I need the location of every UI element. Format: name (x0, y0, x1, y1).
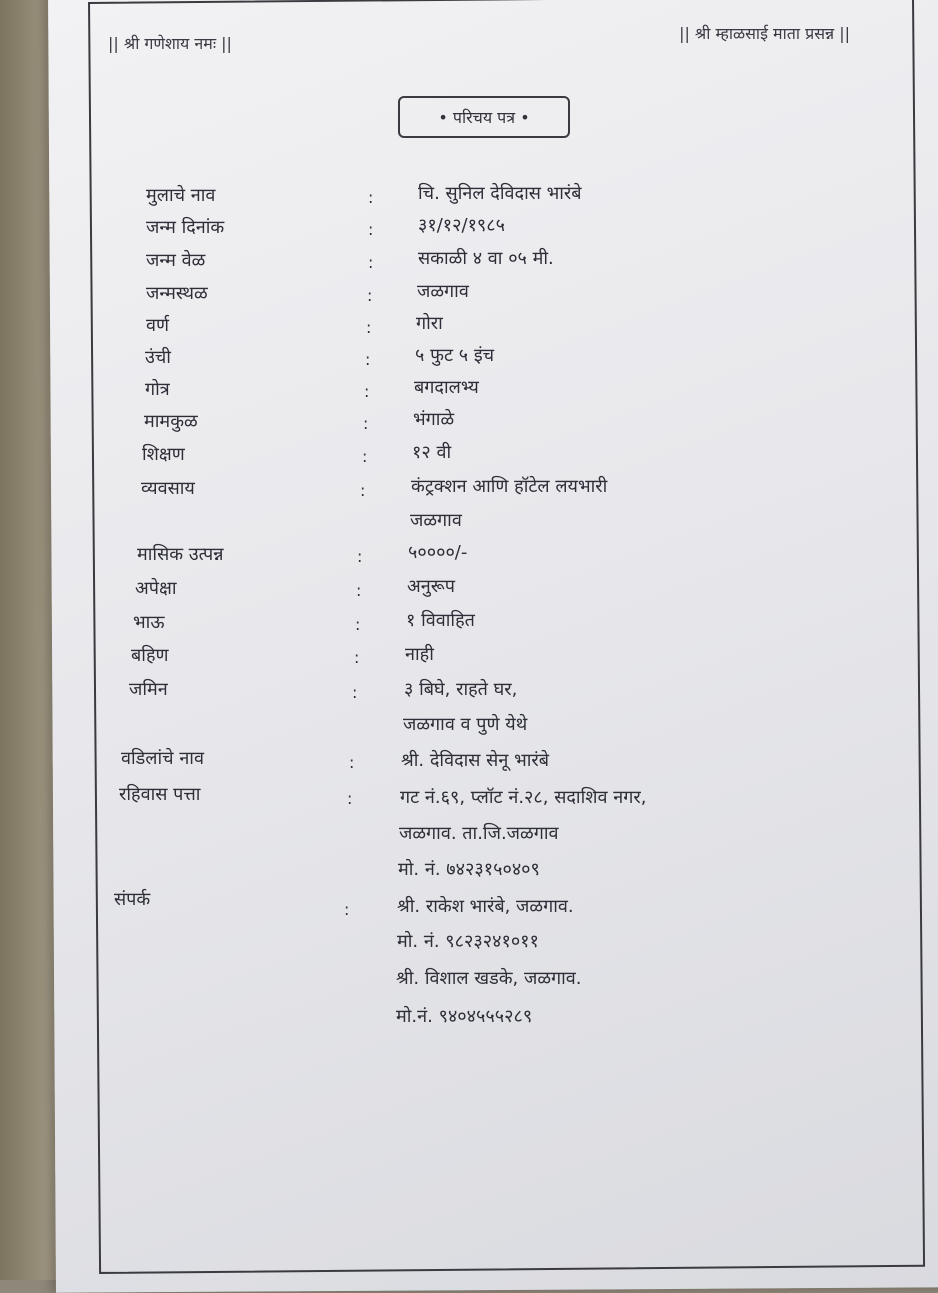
field-label: वडिलांचे नाव (121, 748, 204, 769)
field-label: बहिण (131, 645, 169, 666)
field-separator: : (362, 447, 368, 466)
field-label: जमिन (129, 679, 168, 700)
field-separator: : (366, 318, 372, 337)
field-value-phone: मो. नं. ७४२३१५०४०९ (398, 859, 540, 880)
document-title-text: • परिचय पत्र • (438, 108, 530, 127)
field-value-continued: श्री. विशाल खडके, जळगाव. (396, 968, 582, 989)
field-value-phone: मो. नं. ९८२३२४१०११ (397, 931, 539, 952)
field-separator: : (349, 753, 355, 772)
field-value-phone: मो.नं. ९४०४५५५२८९ (396, 1006, 533, 1027)
field-separator: : (364, 382, 370, 401)
field-label: गोत्र (145, 379, 170, 400)
field-separator: : (347, 789, 353, 808)
field-separator: : (365, 350, 371, 369)
field-separator: : (367, 286, 373, 305)
field-value: जळगाव (417, 281, 469, 302)
field-label: भाऊ (133, 612, 165, 633)
field-value-continued: जळगाव. ता.जि.जळगाव (399, 823, 559, 844)
field-value: ५ फुट ५ इंच (415, 345, 495, 366)
field-separator: : (368, 220, 374, 239)
field-label: मुलाचे नाव (146, 185, 216, 206)
field-separator: : (360, 481, 366, 500)
field-label: संपर्क (114, 889, 151, 910)
field-value: गट नं.६९, प्लॉट नं.२८, सदाशिव नगर, (400, 787, 647, 808)
field-value: कंट्रक्शन आणि हॉटेल लयभारी (411, 476, 608, 497)
field-value: श्री. राकेश भारंबे, जळगाव. (397, 896, 574, 917)
field-value-continued: जळगाव (410, 510, 462, 531)
field-value: बगदालभ्य (414, 377, 479, 398)
field-value: ५००००/- (408, 542, 468, 563)
field-label: उंची (145, 347, 171, 368)
field-separator: : (354, 648, 360, 667)
field-label: जन्म वेळ (146, 250, 206, 271)
field-value: भंगाळे (413, 409, 455, 430)
field-label: मासिक उत्पन्न (137, 544, 224, 565)
field-label: वर्ण (146, 315, 170, 336)
field-separator: : (368, 253, 374, 272)
field-value: चि. सुनिल देविदास भारंबे (418, 183, 582, 204)
field-label: अपेक्षा (135, 578, 177, 599)
field-value: १२ वी (412, 442, 452, 463)
field-value: ३ बिघे, राहते घर, (404, 679, 518, 700)
field-value: १ विवाहित (406, 610, 475, 631)
header-invocation-left: || श्री गणेशाय नमः || (108, 34, 232, 53)
field-label: जन्मस्थळ (146, 283, 208, 304)
field-value-continued: जळगाव व पुणे येथे (403, 714, 528, 735)
field-value: गोरा (416, 313, 443, 334)
field-separator: : (357, 547, 363, 566)
field-value: ३१/१२/१९८५ (418, 215, 506, 236)
field-value: नाही (405, 644, 434, 665)
field-value: सकाळी ४ वा ०५ मी. (418, 248, 554, 269)
field-value: अनुरूप (407, 576, 455, 597)
field-separator: : (368, 188, 374, 207)
field-label: शिक्षण (142, 444, 185, 465)
field-separator: : (352, 683, 358, 702)
field-label: रहिवास पत्ता (119, 784, 201, 805)
field-label: मामकुळ (144, 411, 198, 432)
field-label: व्यवसाय (141, 478, 195, 499)
header-invocation-right: || श्री म्हाळसाई माता प्रसन्न || (679, 24, 850, 43)
field-label: जन्म दिनांक (146, 217, 225, 238)
field-separator: : (355, 615, 361, 634)
field-separator: : (344, 900, 350, 919)
field-separator: : (363, 414, 369, 433)
field-separator: : (356, 581, 362, 600)
field-value: श्री. देविदास सेनू भारंबे (401, 750, 550, 771)
